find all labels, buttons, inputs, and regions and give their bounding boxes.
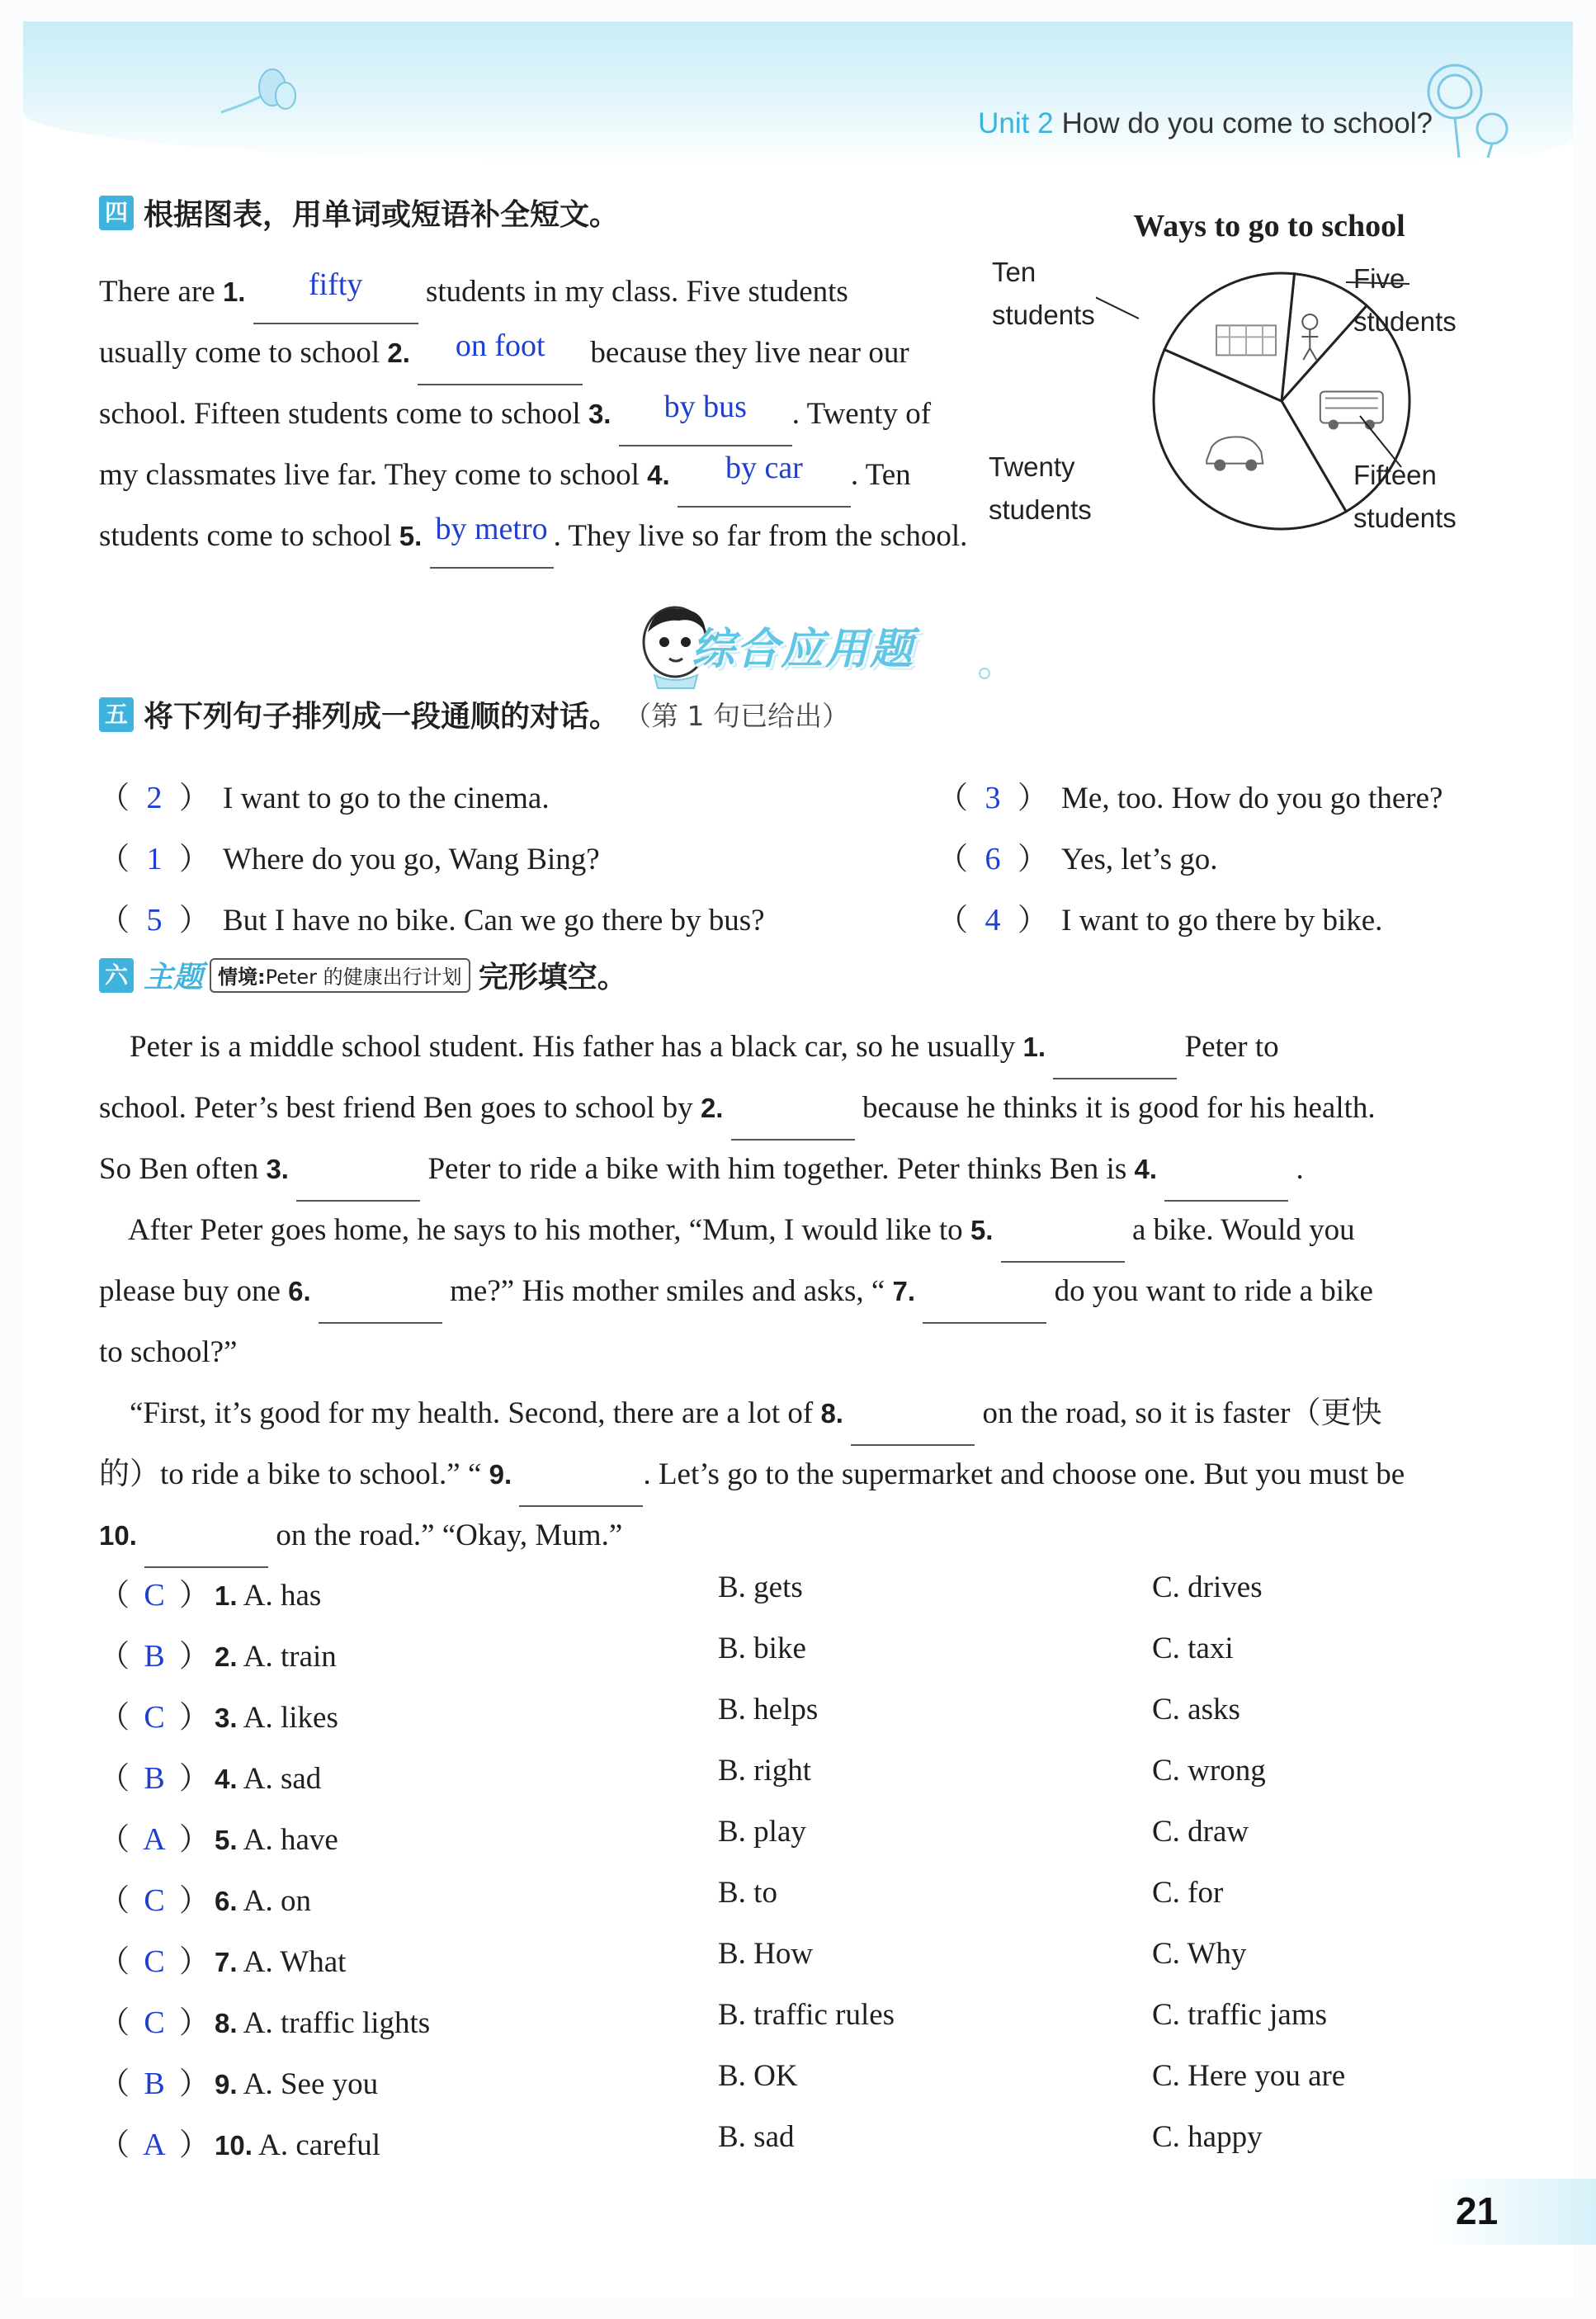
answer-slot[interactable]: （ 4 ） [937,903,1048,938]
option-c[interactable]: C. wrong [1152,1754,1266,1788]
answer-blank[interactable] [253,261,418,324]
section5-note: （第 1 句已给出） [624,700,849,732]
passage-line [99,322,986,383]
handwritten-answer: C [144,1700,165,1735]
dialogue-sentence: I want to go there by bike. [1061,904,1383,938]
blank-number: 2. [700,1093,724,1123]
handwritten-answer: C [144,2005,165,2040]
dialogue-row [99,772,550,817]
handwritten-answer: 5 [146,903,163,938]
leader-arrow [1096,279,1139,319]
dialogue-sentence: Where do you go, Wang Bing? [223,843,600,876]
blank-number: 5. [970,1215,994,1245]
page-number: 21 [1456,2189,1499,2232]
dialogue-sentence: I want to go to the cinema. [223,782,550,815]
dialogue-row [99,895,765,939]
question-row [99,1814,338,1859]
pie-label [1353,454,1457,540]
passage-line [99,1139,1510,1200]
option-c[interactable]: C. Why [1152,1937,1247,1971]
section6-heading [99,954,627,996]
option-a[interactable]: A. sad [243,1762,322,1796]
pie-label-line: Twenty [989,451,1075,482]
option-b[interactable]: B. to [718,1876,777,1910]
handwritten-answer: on foot [455,328,545,363]
dialogue-row [937,772,1443,817]
option-c[interactable]: C. traffic jams [1152,1998,1328,2032]
answer-slot[interactable]: （ 3 ） [937,781,1048,815]
answer-blank[interactable] [519,1444,643,1507]
question-number: 10. [215,2130,253,2161]
blank-number: 6. [288,1276,311,1306]
question-number: 7. [215,1947,238,1977]
answer-slot[interactable]: （ C ） [99,1578,210,1613]
unit-heading [978,107,1433,140]
passage-text: school. Fifteen students come to school [99,397,588,431]
answer-slot[interactable]: （ 6 ） [937,842,1048,876]
handwritten-answer: A [143,2128,166,2162]
dialogue-sentence: But I have no bike. Can we go there by bus? [223,904,765,938]
answer-slot[interactable]: （ A ） [99,2128,210,2162]
pie-label-line: students [989,494,1092,525]
option-c[interactable]: C. drives [1152,1570,1263,1604]
banner-title: 综合应用题 [692,625,915,674]
answer-slot[interactable]: （ C ） [99,1944,210,1979]
handwritten-answer: by bus [663,390,747,424]
passage-text: because he thinks it is good for his health. [854,1091,1376,1125]
answer-slot[interactable]: （ 2 ） [99,781,210,815]
question-number: 3. [215,1703,238,1733]
question-number: 9. [215,2069,238,2099]
answer-blank[interactable] [731,1078,855,1141]
option-b[interactable]: B. right [718,1754,812,1788]
answer-slot[interactable]: （ B ） [99,2066,210,2101]
passage-text: me?” His mother smiles and asks, “ [441,1274,893,1308]
section4-passage [99,261,986,566]
answer-slot[interactable]: （ C ） [99,2005,210,2040]
passage-line [99,1322,1510,1383]
option-c[interactable]: C. taxi [1152,1632,1234,1665]
section5-number: 五 [99,697,134,732]
passage-text: please buy one [99,1274,289,1308]
pie-label [989,446,1092,531]
theme-text: Peter 的健康出行计划 [265,966,462,989]
handwritten-answer: A [143,1822,166,1857]
question-row [99,1753,321,1797]
handwritten-answer: C [144,1578,165,1613]
blank-number: 3. [266,1154,289,1184]
blank-number: 4. [1134,1154,1158,1184]
question-row [99,1936,346,1981]
unit-label: Unit 2 [978,107,1054,139]
blank-number: 10. [99,1520,137,1551]
option-b[interactable]: B. How [718,1937,814,1971]
handwritten-answer: B [144,1639,165,1674]
question-row [99,2119,380,2164]
question-number: 6. [215,1886,238,1916]
blank-number: 3. [588,399,611,429]
passage-text: . Ten [850,458,911,492]
option-b[interactable]: B. bike [718,1632,806,1665]
section4-number: 四 [99,196,134,230]
answer-blank[interactable] [923,1261,1046,1324]
answer-slot[interactable]: （ B ） [99,1639,210,1674]
dialogue-row [937,895,1382,939]
passage-line [99,1078,1510,1139]
question-row [99,1997,430,2042]
pie-label-line: Fifteen [1353,460,1437,490]
passage-text: a bike. Would you [1124,1213,1355,1247]
option-b[interactable]: B. OK [718,2059,798,2093]
option-a[interactable]: A. has [243,1579,322,1613]
passage-line [99,1383,1510,1444]
option-b[interactable]: B. gets [718,1570,803,1604]
pie-label-line: students [1353,503,1457,533]
answer-slot[interactable]: （ A ） [99,1822,210,1857]
answer-blank[interactable] [418,322,583,385]
unit-title: How do you come to school? [1061,107,1433,139]
dialogue-sentence: Yes, let’s go. [1061,843,1218,876]
handwritten-answer: 4 [985,903,1001,938]
question-row [99,1692,338,1736]
option-a[interactable]: A. train [243,1640,337,1674]
dialogue-row [99,834,600,878]
answer-blank[interactable] [144,1505,268,1568]
passage-text: on the road.” “Okay, Mum.” [268,1518,623,1552]
answer-slot[interactable]: （ 5 ） [99,903,210,938]
passage-line [99,1444,1510,1505]
passage-text: After Peter goes home, he says to his mother, “Mum, I would like to [99,1213,970,1247]
theme-tag [210,958,470,993]
passage-text: school. Peter’s best friend Ben goes to school by [99,1091,701,1125]
section6-title: 完形填空。 [478,961,627,994]
handwritten-answer: by metro [435,512,548,546]
blank-number: 1. [222,276,246,307]
option-a[interactable]: A. on [243,1884,311,1918]
passage-line [99,1505,1510,1566]
option-b[interactable]: B. helps [718,1693,819,1726]
option-c[interactable]: C. happy [1152,2120,1263,2154]
passage-text: Peter to ride a bike with him together. Peter thinks Ben is [420,1152,1135,1186]
passage-text: . Twenty of [791,397,932,431]
passage-text: 的）to ride a bike to school.” “ [99,1457,489,1491]
passage-text: do you want to ride a bike [1046,1274,1373,1308]
answer-blank[interactable] [296,1139,420,1202]
butterfly-icon [213,63,304,129]
handwritten-answer: B [144,1761,165,1796]
passage-text: Peter is a middle school student. His father has a black car, so he usually [99,1030,1023,1064]
passage-text: because they live near our [583,336,909,370]
dialogue-row [937,834,1218,878]
blank-number: 5. [399,521,423,551]
answer-blank[interactable] [1001,1200,1125,1263]
passage-text: on the road, so it is faster（更快 [975,1396,1382,1430]
answer-blank[interactable] [1053,1017,1177,1079]
question-row [99,1875,311,1920]
blank-number: 1. [1022,1032,1046,1062]
handwritten-answer: fifty [309,267,363,302]
option-a[interactable]: A. careful [258,2128,381,2162]
pie-label-line: Five [1353,263,1405,294]
pie-label-line: students [992,300,1095,330]
passage-text: students come to school [99,519,399,553]
section5-title: 将下列句子排列成一段通顺的对话。 [144,700,620,734]
option-c[interactable]: C. draw [1152,1815,1249,1849]
option-b[interactable]: B. play [718,1815,806,1849]
dialogue-sentence: Me, too. How do you go there? [1061,782,1443,815]
theme-main-label: 主题 [144,961,204,994]
passage-line [99,261,986,322]
blank-number: 8. [820,1398,843,1429]
question-number: 2. [215,1641,238,1672]
question-row [99,1631,337,1675]
blank-number: 4. [647,460,670,490]
question-number: 1. [215,1580,238,1611]
question-number: 8. [215,2008,238,2038]
handwritten-answer: B [144,2066,165,2101]
passage-text: students in my class. Five students [418,275,848,309]
passage-text: Peter to [1177,1030,1279,1064]
section6-passage [99,1017,1510,1566]
passage-text: There are [99,275,223,309]
pie-label-line: students [1353,306,1457,337]
section6-number: 六 [99,958,134,993]
option-a[interactable]: A. See you [243,2067,379,2101]
blank-number: 7. [892,1276,916,1306]
passage-text: . They live so far from the school. [553,519,968,553]
handwritten-answer: 2 [146,781,163,815]
theme-label: 情境: [218,966,266,989]
answer-blank[interactable] [1164,1139,1288,1202]
passage-line [99,444,986,505]
question-row [99,2058,378,2103]
passage-text: “First, it’s good for my health. Second, there are a lot of [99,1396,821,1430]
pie-label [1353,257,1457,343]
answer-slot[interactable]: （ 1 ） [99,842,210,876]
answer-blank[interactable] [619,383,792,446]
section5-heading [99,693,849,735]
option-a[interactable]: A. likes [243,1701,338,1735]
section4-title: 根据图表，用单词或短语补全短文。 [144,198,620,232]
option-c[interactable]: C. Here you are [1152,2059,1346,2093]
passage-text: . [1288,1152,1304,1186]
answer-blank[interactable] [319,1261,442,1324]
handwritten-answer: 6 [985,842,1001,876]
option-a[interactable]: A. traffic lights [243,2006,431,2040]
option-b[interactable]: B. sad [718,2120,795,2154]
answer-blank[interactable] [430,505,554,569]
passage-line [99,1200,1510,1261]
handwritten-answer: 3 [985,781,1001,815]
option-b[interactable]: B. traffic rules [718,1998,895,2032]
passage-text: my classmates live far. They come to school [99,458,648,492]
passage-line [99,505,986,566]
passage-line [99,1017,1510,1078]
pie-label-line: Ten [992,257,1036,287]
question-number: 4. [215,1764,238,1794]
blank-number: 9. [489,1459,512,1490]
passage-text: So Ben often [99,1152,267,1186]
answer-blank[interactable] [678,444,851,508]
answer-blank[interactable] [851,1383,975,1446]
handwritten-answer: 1 [146,842,163,876]
passage-line [99,383,986,444]
handwritten-answer: C [144,1883,165,1918]
passage-text: to school?” [99,1335,238,1369]
workbook-page [23,21,1573,2298]
section4-heading [99,191,619,234]
option-a[interactable]: A. have [243,1823,338,1857]
option-c[interactable]: C. asks [1152,1693,1240,1726]
passage-line [99,1261,1510,1322]
handwritten-answer: by car [725,451,803,485]
blank-number: 2. [387,338,410,368]
pie-label [992,251,1095,337]
passage-text: usually come to school [99,336,388,370]
chart-title: Ways to go to school [1133,209,1405,243]
question-number: 5. [215,1825,238,1855]
handwritten-answer: C [144,1944,165,1979]
answer-slot[interactable]: （ C ） [99,1700,210,1735]
option-c[interactable]: C. for [1152,1876,1224,1910]
answer-slot[interactable]: （ C ） [99,1883,210,1918]
question-row [99,1570,321,1614]
option-a[interactable]: A. What [243,1945,347,1979]
answer-slot[interactable]: （ B ） [99,1761,210,1796]
passage-text: . Let’s go to the supermarket and choose one. But you must be [643,1457,1405,1491]
